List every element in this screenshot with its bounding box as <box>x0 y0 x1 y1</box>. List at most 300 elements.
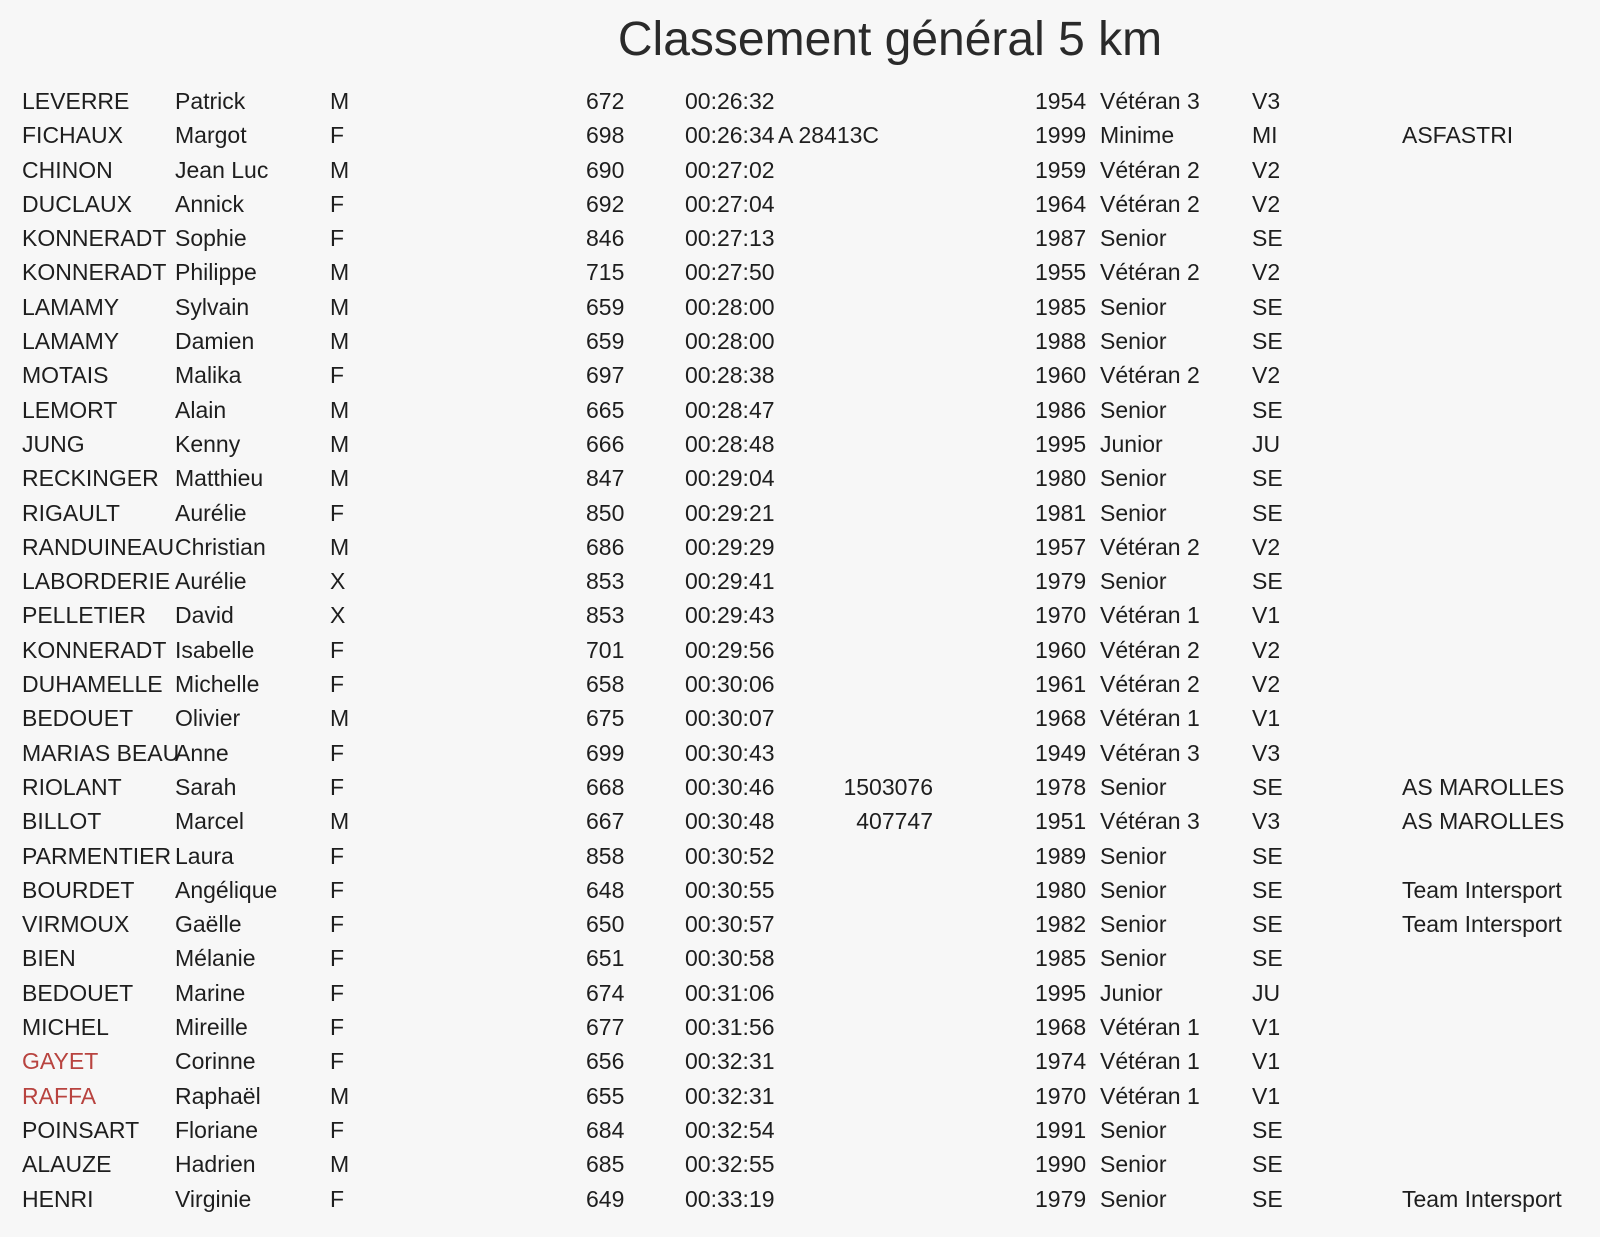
runner-last-name: GAYET <box>22 1048 99 1075</box>
finish-time: 00:26:32 <box>685 88 775 114</box>
table-row <box>0 221 1600 255</box>
category-code: V2 <box>1252 259 1281 286</box>
runner-first-name: Aurélie <box>175 499 247 526</box>
birth-year: 1960 <box>1035 362 1087 389</box>
runner-last-name: BEDOUET <box>22 705 134 732</box>
category: Senior <box>1100 499 1167 526</box>
birth-year: 1978 <box>1035 773 1087 800</box>
birth-year: 1980 <box>1035 876 1087 903</box>
bib-number: 858 <box>586 842 625 869</box>
club-name: Team Intersport <box>1402 876 1562 903</box>
runner-sex: M <box>330 328 350 355</box>
category-code: SE <box>1252 773 1283 800</box>
finish-time: 00:30:55 <box>685 876 775 903</box>
bib-number: 674 <box>586 979 625 1006</box>
runner-first-name: Kenny <box>175 430 241 457</box>
category-code: V2 <box>1252 636 1281 663</box>
finish-time: 00:27:50 <box>685 259 775 286</box>
category-code: SE <box>1252 568 1283 595</box>
category: Vétéran 3 <box>1100 808 1200 835</box>
runner-first-name: Hadrien <box>175 1151 256 1178</box>
finish-time: 00:30:57 <box>685 911 775 938</box>
category: Vétéran 1 <box>1100 1082 1200 1109</box>
runner-first-name: Olivier <box>175 705 241 732</box>
bib-number: 850 <box>586 499 625 526</box>
bib-number: 650 <box>586 911 625 938</box>
bib-number: 690 <box>586 156 625 183</box>
finish-time: 00:27:13 <box>685 225 775 252</box>
table-row <box>0 633 1600 667</box>
bib-number: 684 <box>586 1116 625 1143</box>
table-row <box>0 564 1600 598</box>
category: Junior <box>1100 979 1163 1006</box>
bib-number: 668 <box>586 773 625 800</box>
runner-last-name: KONNERADT <box>22 636 167 663</box>
runner-last-name: BEDOUET <box>22 979 134 1006</box>
table-row <box>0 839 1600 873</box>
bib-number: 666 <box>586 430 625 457</box>
category-code: V3 <box>1252 808 1281 835</box>
birth-year: 1995 <box>1035 430 1087 457</box>
finish-time: 00:29:29 <box>685 533 775 560</box>
runner-last-name: JUNG <box>22 430 85 457</box>
birth-year: 1959 <box>1035 156 1087 183</box>
finish-time: 00:28:00 <box>685 328 775 355</box>
runner-sex: M <box>330 808 350 835</box>
bib-number: 853 <box>586 602 625 629</box>
category-code: SE <box>1252 911 1283 938</box>
runner-sex: F <box>330 773 345 800</box>
page-title: Classement général 5 km <box>617 13 1163 66</box>
category: Senior <box>1100 1185 1167 1212</box>
runner-sex: M <box>330 705 350 732</box>
runner-sex: F <box>330 671 345 698</box>
finish-time: 00:26:34 <box>685 122 775 149</box>
category-code: V1 <box>1252 1048 1281 1075</box>
runner-first-name: Marcel <box>175 808 245 835</box>
bib-number: 701 <box>586 636 625 663</box>
runner-first-name: Isabelle <box>175 636 255 663</box>
runner-first-name: Michelle <box>175 671 260 698</box>
runner-sex: M <box>330 156 350 183</box>
runner-first-name: Angélique <box>175 876 278 903</box>
runner-last-name: RIOLANT <box>22 773 122 800</box>
finish-time: 00:32:31 <box>685 1082 775 1109</box>
birth-year: 1968 <box>1035 1014 1087 1041</box>
runner-sex: F <box>330 122 345 149</box>
runner-last-name: FICHAUX <box>22 122 123 149</box>
table-row <box>0 1113 1600 1147</box>
finish-time: 00:30:07 <box>685 705 775 732</box>
runner-sex: F <box>330 876 345 903</box>
category: Vétéran 1 <box>1100 1014 1200 1041</box>
bib-number: 649 <box>586 1185 625 1212</box>
bib-number: 686 <box>586 533 625 560</box>
table-row <box>0 427 1600 461</box>
birth-year: 1968 <box>1035 705 1087 732</box>
category: Vétéran 3 <box>1100 88 1200 114</box>
runner-sex: F <box>330 1185 345 1212</box>
birth-year: 1985 <box>1035 945 1087 972</box>
runner-first-name: Mireille <box>175 1014 248 1041</box>
runner-first-name: Floriane <box>175 1116 259 1143</box>
runner-first-name: Laura <box>175 842 234 869</box>
finish-time: 00:30:48 <box>685 808 775 835</box>
runner-sex: F <box>330 225 345 252</box>
runner-first-name: Marine <box>175 979 246 1006</box>
category: Senior <box>1100 1151 1167 1178</box>
runner-sex: X <box>330 602 346 629</box>
runner-sex: M <box>330 396 350 423</box>
table-row <box>0 496 1600 530</box>
category: Senior <box>1100 396 1167 423</box>
runner-sex: F <box>330 911 345 938</box>
runner-first-name: Aurélie <box>175 568 247 595</box>
finish-time: 00:32:54 <box>685 1116 775 1143</box>
runner-first-name: Malika <box>175 362 242 389</box>
license-number: 1503076 <box>843 773 933 800</box>
table-row <box>0 118 1600 152</box>
runner-sex: F <box>330 636 345 663</box>
finish-time: 00:28:48 <box>685 430 775 457</box>
runner-sex: M <box>330 465 350 492</box>
category-code: V2 <box>1252 671 1281 698</box>
club-name: AS MAROLLES <box>1402 773 1565 800</box>
table-row <box>0 1147 1600 1181</box>
bib-number: 853 <box>586 568 625 595</box>
runner-last-name: LAMAMY <box>22 328 120 355</box>
category-code: SE <box>1252 396 1283 423</box>
finish-time: 00:28:47 <box>685 396 775 423</box>
category: Vétéran 2 <box>1100 671 1200 698</box>
runner-last-name: RAFFA <box>22 1082 97 1109</box>
finish-time: 00:27:04 <box>685 190 775 217</box>
runner-sex: M <box>330 430 350 457</box>
bib-number: 675 <box>586 705 625 732</box>
runner-first-name: Raphaël <box>175 1082 261 1109</box>
category: Vétéran 2 <box>1100 259 1200 286</box>
runner-last-name: MOTAIS <box>22 362 109 389</box>
runner-sex: F <box>330 362 345 389</box>
category: Vétéran 1 <box>1100 602 1200 629</box>
category: Senior <box>1100 1116 1167 1143</box>
category-code: JU <box>1252 979 1281 1006</box>
birth-year: 1991 <box>1035 1116 1087 1143</box>
category: Senior <box>1100 911 1167 938</box>
category: Vétéran 3 <box>1100 739 1200 766</box>
bib-number: 847 <box>586 465 625 492</box>
category-code: V1 <box>1252 602 1281 629</box>
license-number: A 28413C <box>778 122 880 149</box>
category: Senior <box>1100 293 1167 320</box>
category-code: V2 <box>1252 190 1281 217</box>
bib-number: 685 <box>586 1151 625 1178</box>
finish-time: 00:29:21 <box>685 499 775 526</box>
birth-year: 1960 <box>1035 636 1087 663</box>
runner-last-name: RIGAULT <box>22 499 120 526</box>
license-number: 407747 <box>856 808 933 835</box>
runner-last-name: BIEN <box>22 945 76 972</box>
birth-year: 1951 <box>1035 808 1087 835</box>
category-code: SE <box>1252 1151 1283 1178</box>
bib-number: 846 <box>586 225 625 252</box>
bib-number: 692 <box>586 190 625 217</box>
runner-last-name: VIRMOUX <box>22 911 130 938</box>
runner-sex: M <box>330 88 350 114</box>
category: Senior <box>1100 773 1167 800</box>
category: Vétéran 2 <box>1100 156 1200 183</box>
category: Vétéran 2 <box>1100 190 1200 217</box>
category: Vétéran 1 <box>1100 1048 1200 1075</box>
finish-time: 00:29:43 <box>685 602 775 629</box>
finish-time: 00:30:06 <box>685 671 775 698</box>
table-row <box>0 804 1600 838</box>
birth-year: 1955 <box>1035 259 1087 286</box>
finish-time: 00:31:56 <box>685 1014 775 1041</box>
category: Junior <box>1100 430 1163 457</box>
runner-sex: F <box>330 1116 345 1143</box>
runner-last-name: DUHAMELLE <box>22 671 163 698</box>
runner-sex: F <box>330 1048 345 1075</box>
table-row <box>0 873 1600 907</box>
runner-sex: F <box>330 842 345 869</box>
runner-first-name: Anne <box>175 739 229 766</box>
category-code: JU <box>1252 430 1281 457</box>
finish-time: 00:30:52 <box>685 842 775 869</box>
birth-year: 1989 <box>1035 842 1087 869</box>
birth-year: 1981 <box>1035 499 1087 526</box>
runner-last-name: BILLOT <box>22 808 102 835</box>
birth-year: 1986 <box>1035 396 1087 423</box>
runner-last-name: POINSART <box>22 1116 140 1143</box>
birth-year: 1949 <box>1035 739 1087 766</box>
runner-first-name: Christian <box>175 533 266 560</box>
bib-number: 659 <box>586 328 625 355</box>
finish-time: 00:32:55 <box>685 1151 775 1178</box>
table-row <box>0 290 1600 324</box>
birth-year: 1964 <box>1035 190 1087 217</box>
runner-first-name: Matthieu <box>175 465 264 492</box>
birth-year: 1970 <box>1035 602 1087 629</box>
runner-sex: M <box>330 259 350 286</box>
category-code: V2 <box>1252 156 1281 183</box>
category: Senior <box>1100 225 1167 252</box>
category-code: SE <box>1252 499 1283 526</box>
finish-time: 00:32:31 <box>685 1048 775 1075</box>
runner-first-name: Alain <box>175 396 227 423</box>
bib-number: 699 <box>586 739 625 766</box>
bib-number: 651 <box>586 945 625 972</box>
category: Senior <box>1100 876 1167 903</box>
birth-year: 1988 <box>1035 328 1087 355</box>
table-row <box>0 187 1600 221</box>
runner-last-name: CHINON <box>22 156 113 183</box>
category: Senior <box>1100 465 1167 492</box>
runner-first-name: Sarah <box>175 773 237 800</box>
runner-sex: F <box>330 190 345 217</box>
category: Senior <box>1100 568 1167 595</box>
table-row <box>0 324 1600 358</box>
table-row <box>0 667 1600 701</box>
birth-year: 1999 <box>1035 122 1087 149</box>
table-row <box>0 530 1600 564</box>
table-row <box>0 976 1600 1010</box>
birth-year: 1980 <box>1035 465 1087 492</box>
runner-last-name: ALAUZE <box>22 1151 112 1178</box>
runner-sex: F <box>330 739 345 766</box>
runner-last-name: HENRI <box>22 1185 94 1212</box>
bib-number: 697 <box>586 362 625 389</box>
table-row <box>0 153 1600 187</box>
runner-sex: F <box>330 499 345 526</box>
table-row <box>0 736 1600 770</box>
finish-time: 00:33:19 <box>685 1185 775 1212</box>
finish-time: 00:30:43 <box>685 739 775 766</box>
runner-last-name: MICHEL <box>22 1014 109 1041</box>
club-name: Team Intersport <box>1402 911 1562 938</box>
runner-sex: X <box>330 568 346 595</box>
runner-first-name: Sylvain <box>175 293 250 320</box>
runner-last-name: LEMORT <box>22 396 118 423</box>
finish-time: 00:28:00 <box>685 293 775 320</box>
runner-first-name: Corinne <box>175 1048 256 1075</box>
bib-number: 715 <box>586 259 625 286</box>
runner-last-name: KONNERADT <box>22 259 167 286</box>
runner-first-name: Sophie <box>175 225 247 252</box>
runner-first-name: Annick <box>175 190 245 217</box>
category-code: V3 <box>1252 739 1281 766</box>
finish-time: 00:29:41 <box>685 568 775 595</box>
birth-year: 1985 <box>1035 293 1087 320</box>
runner-last-name: LABORDERIE <box>22 568 171 595</box>
category-code: V1 <box>1252 1014 1281 1041</box>
table-row <box>0 1044 1600 1078</box>
bib-number: 659 <box>586 293 625 320</box>
table-row <box>0 1182 1600 1216</box>
runner-last-name: RECKINGER <box>22 465 159 492</box>
table-row <box>0 770 1600 804</box>
birth-year: 1979 <box>1035 568 1087 595</box>
runner-first-name: Damien <box>175 328 255 355</box>
finish-time: 00:28:38 <box>685 362 775 389</box>
runner-first-name: Jean Luc <box>175 156 269 183</box>
bib-number: 698 <box>586 122 625 149</box>
birth-year: 1982 <box>1035 911 1087 938</box>
runner-last-name: DUCLAUX <box>22 190 132 217</box>
bib-number: 667 <box>586 808 625 835</box>
runner-sex: F <box>330 945 345 972</box>
table-row <box>0 701 1600 735</box>
results-table <box>0 84 1600 1216</box>
category: Minime <box>1100 122 1175 149</box>
runner-first-name: Gaëlle <box>175 911 242 938</box>
birth-year: 1954 <box>1035 88 1087 114</box>
category-code: SE <box>1252 225 1283 252</box>
category: Vétéran 1 <box>1100 705 1200 732</box>
category: Senior <box>1100 842 1167 869</box>
runner-sex: M <box>330 1151 350 1178</box>
category-code: SE <box>1252 842 1283 869</box>
category-code: SE <box>1252 328 1283 355</box>
table-row <box>0 1079 1600 1113</box>
club-name: ASFASTRI <box>1402 122 1514 149</box>
runner-first-name: Philippe <box>175 259 257 286</box>
bib-number: 665 <box>586 396 625 423</box>
runner-sex: M <box>330 1082 350 1109</box>
runner-first-name: Mélanie <box>175 945 256 972</box>
category-code: SE <box>1252 945 1283 972</box>
category-code: SE <box>1252 465 1283 492</box>
runner-last-name: LAMAMY <box>22 293 120 320</box>
bib-number: 658 <box>586 671 625 698</box>
finish-time: 00:29:56 <box>685 636 775 663</box>
category: Senior <box>1100 328 1167 355</box>
runner-last-name: BOURDET <box>22 876 135 903</box>
table-row <box>0 907 1600 941</box>
table-row <box>0 393 1600 427</box>
finish-time: 00:30:58 <box>685 945 775 972</box>
category-code: SE <box>1252 1185 1283 1212</box>
finish-time: 00:27:02 <box>685 156 775 183</box>
category: Vétéran 2 <box>1100 636 1200 663</box>
category-code: V2 <box>1252 533 1281 560</box>
category-code: V1 <box>1252 1082 1281 1109</box>
runner-first-name: David <box>175 602 234 629</box>
runner-sex: F <box>330 979 345 1006</box>
club-name: AS MAROLLES <box>1402 808 1565 835</box>
runner-first-name: Margot <box>175 122 247 149</box>
runner-last-name: LEVERRE <box>22 88 130 114</box>
runner-last-name: MARIAS BEAU <box>22 739 180 766</box>
runner-last-name: PELLETIER <box>22 602 146 629</box>
table-row <box>0 84 1600 118</box>
category-code: SE <box>1252 293 1283 320</box>
category: Vétéran 2 <box>1100 533 1200 560</box>
table-row <box>0 461 1600 495</box>
bib-number: 655 <box>586 1082 625 1109</box>
birth-year: 1995 <box>1035 979 1087 1006</box>
category: Vétéran 2 <box>1100 362 1200 389</box>
category-code: MI <box>1252 122 1278 149</box>
category-code: SE <box>1252 1116 1283 1143</box>
birth-year: 1990 <box>1035 1151 1087 1178</box>
table-row <box>0 941 1600 975</box>
runner-last-name: RANDUINEAU <box>22 533 175 560</box>
birth-year: 1987 <box>1035 225 1087 252</box>
finish-time: 00:29:04 <box>685 465 775 492</box>
table-row <box>0 358 1600 392</box>
category-code: V2 <box>1252 362 1281 389</box>
category-code: V3 <box>1252 88 1281 114</box>
category: Senior <box>1100 945 1167 972</box>
birth-year: 1957 <box>1035 533 1087 560</box>
birth-year: 1974 <box>1035 1048 1087 1075</box>
runner-sex: M <box>330 293 350 320</box>
runner-sex: F <box>330 1014 345 1041</box>
finish-time: 00:30:46 <box>685 773 775 800</box>
bib-number: 648 <box>586 876 625 903</box>
table-row <box>0 598 1600 632</box>
category-code: V1 <box>1252 705 1281 732</box>
table-row <box>0 1010 1600 1044</box>
bib-number: 656 <box>586 1048 625 1075</box>
birth-year: 1979 <box>1035 1185 1087 1212</box>
runner-last-name: KONNERADT <box>22 225 167 252</box>
club-name: Team Intersport <box>1402 1185 1562 1212</box>
table-row <box>0 255 1600 289</box>
bib-number: 677 <box>586 1014 625 1041</box>
runner-first-name: Virginie <box>175 1185 252 1212</box>
